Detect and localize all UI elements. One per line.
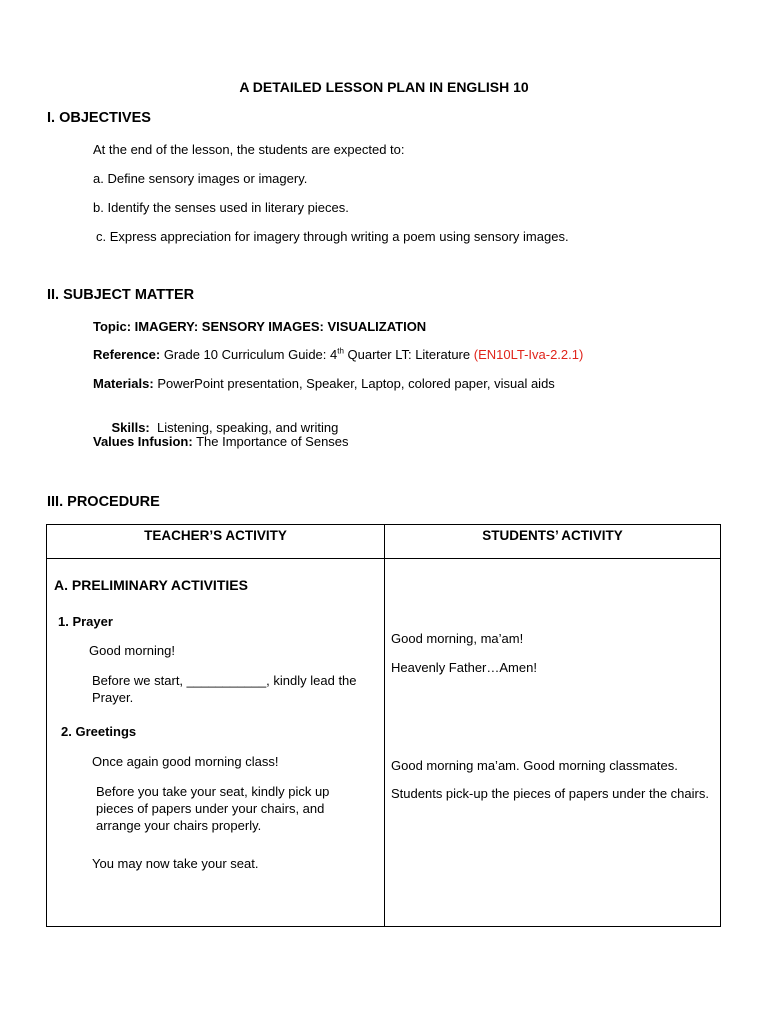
procedure-table [46, 524, 721, 927]
teacher-activity-header: TEACHER’S ACTIVITY [144, 528, 287, 543]
prayer-heading: 1. Prayer [58, 614, 113, 629]
preliminary-activities-heading: A. PRELIMINARY ACTIVITIES [54, 577, 248, 593]
students-greeting: Good morning ma’am. Good morning classmates. [391, 758, 678, 773]
teacher-greeting: Once again good morning class! [92, 754, 279, 769]
materials-text: PowerPoint presentation, Speaker, Laptop, colored paper, visual aids [153, 376, 555, 391]
reference-superscript: th [337, 346, 344, 356]
reference-code: (EN10LT-Iva-2.2.1) [473, 347, 584, 362]
skills-label: Skills: [111, 420, 150, 435]
procedure-heading: III. PROCEDURE [47, 494, 160, 510]
subject-matter-heading: II. SUBJECT MATTER [47, 287, 195, 303]
students-action: Students pick-up the pieces of papers under the chairs. [391, 786, 709, 801]
materials-line [93, 376, 555, 391]
teacher-prayer-greeting: Good morning! [89, 643, 175, 658]
column-divider [384, 525, 385, 926]
students-activity-header: STUDENTS’ ACTIVITY [482, 528, 623, 543]
values-line [93, 434, 349, 449]
teacher-instruction: Before you take your seat, kindly pick up pieces of papers under your chairs, and arrange your chairs properly. [96, 784, 330, 833]
skills-text: Listening, speaking, and writing [149, 420, 339, 435]
materials-label: Materials: [93, 376, 154, 391]
objectives-intro: At the end of the lesson, the students are expected to: [93, 142, 405, 157]
reference-text-2: Quarter LT: Literature [343, 347, 474, 362]
students-prayer-greeting: Good morning, ma’am! [391, 631, 524, 646]
greetings-heading: 2. Greetings [61, 724, 137, 739]
objective-item: c. Express appreciation for imagery through writing a poem using sensory images. [96, 229, 569, 244]
document-title: A DETAILED LESSON PLAN IN ENGLISH 10 [239, 79, 529, 95]
reference-label: Reference: [93, 347, 161, 362]
teacher-prayer-request: Before we start, ___________, kindly lead the Prayer. [92, 673, 357, 705]
reference-line [93, 347, 583, 362]
teacher-seat-instruction: You may now take your seat. [92, 856, 259, 871]
objective-item: a. Define sensory images or imagery. [93, 171, 308, 186]
topic-line: Topic: IMAGERY: SENSORY IMAGES: VISUALIZATION [93, 319, 427, 334]
values-label: Values Infusion: [93, 434, 193, 449]
values-text: The Importance of Senses [192, 434, 349, 449]
objective-item: b. Identify the senses used in literary pieces. [93, 200, 349, 215]
reference-text: Grade 10 Curriculum Guide: 4 [160, 347, 338, 362]
objectives-heading: I. OBJECTIVES [47, 110, 151, 126]
students-prayer: Heavenly Father…Amen! [391, 660, 537, 675]
